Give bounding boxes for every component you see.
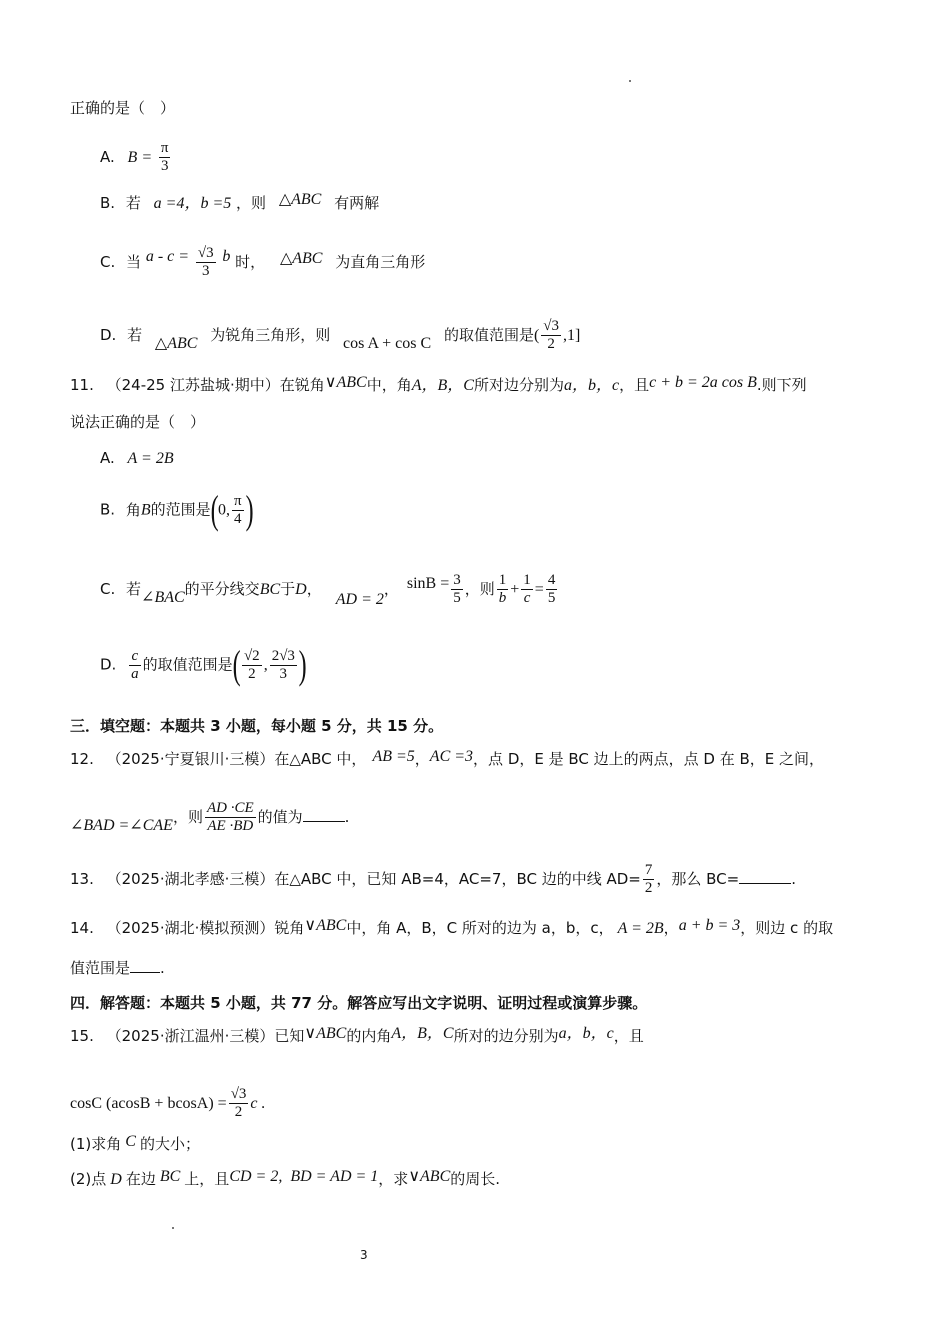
math-expr: ∨ABC <box>304 917 347 934</box>
q10-option-b <box>100 193 379 214</box>
text: 若 <box>125 194 141 212</box>
option-label: A. <box>100 449 115 467</box>
option-label: B. <box>100 194 116 212</box>
math-expr: a，b，c <box>563 377 620 394</box>
text: 的取值范围是 <box>142 655 233 674</box>
option-label: A. <box>100 148 115 166</box>
text: 当 <box>126 253 142 271</box>
math-expr: cosC (acosB + bcosA) = <box>70 1095 227 1112</box>
question-number: 15. <box>70 1027 94 1045</box>
fraction-numerator: 1 <box>498 572 507 588</box>
math-op: = <box>534 581 544 598</box>
math-op: , <box>263 656 268 674</box>
math-expr: ,1] <box>563 327 581 344</box>
q11-option-d <box>100 642 307 687</box>
text: 上，且 <box>184 1170 230 1188</box>
option-label: D. <box>100 326 117 344</box>
fraction-numerator: AD ·CE <box>206 800 254 816</box>
math-var: D <box>110 1171 122 1188</box>
q11-option-c <box>100 572 559 607</box>
math-expr: ∠BAD =∠CAE <box>70 817 173 834</box>
fraction-denominator: 5 <box>547 590 556 606</box>
option-label: B. <box>100 500 116 519</box>
math-expr: △ABC <box>278 191 322 208</box>
math-expr: ∨ABC <box>408 1168 451 1185</box>
text: 所对边分别为 <box>473 376 564 394</box>
section-3-heading: 三．填空题：本题共 3 小题，每小题 5 分，共 15 分。 <box>70 717 444 735</box>
left-paren: ( <box>210 487 219 532</box>
math-expr: AB =5 <box>372 748 415 765</box>
text: 已知 <box>274 1027 305 1045</box>
text: ， <box>663 919 679 937</box>
text: 若 <box>127 326 143 344</box>
fraction-numerator: 2√3 <box>271 647 295 664</box>
q11-option-b <box>100 487 254 532</box>
fraction <box>497 572 509 607</box>
text: 的范围是 <box>150 500 211 519</box>
text: 角 <box>125 500 141 519</box>
fraction-numerator: 3 <box>453 572 461 588</box>
top-line: 正确的是（ ） <box>70 99 176 117</box>
text: 中，角 <box>366 376 412 394</box>
text: 在△ABC 中， <box>274 750 367 768</box>
fraction-denominator: 2 <box>644 880 653 896</box>
math-expr: A = 2B <box>617 920 664 937</box>
text: ，点 D，E 是 BC 边上的两点，点 D 在 B，E 之间， <box>473 750 825 768</box>
fraction-denominator: a <box>131 665 139 682</box>
math-expr: AC =3 <box>429 748 474 765</box>
question-number: 13. <box>70 870 94 888</box>
text: 所对的边分别为 <box>453 1027 559 1045</box>
text: 值范围是 <box>70 959 131 977</box>
math-var: C <box>125 1133 136 1150</box>
text: 锐角 <box>274 919 305 937</box>
text: . <box>344 808 350 826</box>
fraction-denominator: 4 <box>234 510 242 527</box>
math-expr: A = 2B <box>127 450 174 467</box>
q15-equation <box>70 1086 266 1121</box>
part-label: (1) <box>70 1135 92 1153</box>
text: ，且 <box>619 376 650 394</box>
scan-dot <box>629 80 631 82</box>
text: ， <box>306 580 322 598</box>
fraction-numerator: √3 <box>230 1086 247 1102</box>
math-expr: c + b = 2a cos B <box>649 374 757 391</box>
text: 于 <box>280 580 296 598</box>
text: 有两解 <box>334 194 380 212</box>
option-label: D. <box>100 655 117 674</box>
fraction-numerator: 7 <box>644 862 653 878</box>
scan-dot <box>172 1227 174 1229</box>
text: 的周长. <box>450 1170 501 1188</box>
fraction <box>451 572 463 607</box>
text: ，则边 c 的取 <box>740 919 834 937</box>
fraction <box>521 572 533 607</box>
option-label: C. <box>100 580 116 598</box>
q14-stem <box>70 918 833 939</box>
math-expr: ∨ABC <box>324 374 367 391</box>
fraction-numerator: √3 <box>543 318 560 334</box>
fraction-numerator: 1 <box>523 572 531 588</box>
fraction <box>229 1086 249 1121</box>
math-op: + <box>510 581 520 598</box>
question-number: 14. <box>70 919 94 937</box>
question-source: （2025·湖北·模拟预测） <box>106 919 275 937</box>
question-number: 12. <box>70 750 94 768</box>
math-expr: cos A + cos C <box>343 335 432 352</box>
fraction <box>242 648 262 683</box>
bracket: ( <box>533 327 540 344</box>
fraction <box>270 648 297 683</box>
option-label: C. <box>100 253 116 271</box>
right-paren: ) <box>298 642 307 687</box>
text: 时， <box>235 253 266 271</box>
math-expr: △ABC <box>279 250 323 267</box>
fraction-numerator: √2 <box>243 647 260 664</box>
math-expr: B = <box>127 149 153 166</box>
fraction-denominator: 3 <box>160 158 169 174</box>
text: 为锐角三角形，则 <box>210 326 331 344</box>
math-expr: ∨ABC <box>304 1025 347 1042</box>
q12-stem-line2 <box>70 800 349 835</box>
question-number: 11. <box>70 376 94 394</box>
answer-blank[interactable] <box>739 869 791 884</box>
math-expr: A，B，C <box>391 1025 454 1042</box>
text: 的值为 <box>257 808 303 826</box>
math-expr: BC <box>159 1168 181 1185</box>
fraction <box>129 648 141 683</box>
math-expr: a - c = <box>145 248 190 265</box>
q11-option-a <box>100 448 174 469</box>
fraction-numerator: c <box>129 648 141 666</box>
fraction-numerator: π <box>233 492 242 509</box>
text: 点 <box>91 1170 107 1188</box>
fraction-denominator: 5 <box>453 590 461 606</box>
q13-stem <box>70 862 796 897</box>
text: ，则 <box>172 808 203 826</box>
text: 在△ABC 中，已知 AB=4，AC=7，BC 边的中线 AD= <box>274 870 641 888</box>
text: 若 <box>126 580 142 598</box>
fraction-denominator: AE ·BD <box>207 818 254 834</box>
math-expr: 0, <box>217 501 230 519</box>
math-expr: AD = 2 <box>335 591 384 608</box>
text: 的取值范围是 <box>443 326 534 344</box>
fraction <box>159 140 171 175</box>
fraction-denominator: 2 <box>248 665 256 682</box>
math-expr: sinB = <box>406 575 450 592</box>
math-expr: a，b，c <box>558 1025 614 1042</box>
text: . <box>160 959 165 977</box>
text: ，则 <box>464 580 495 598</box>
math-expr: c . <box>250 1095 266 1112</box>
text: ，求 <box>378 1170 409 1188</box>
text: . <box>791 870 796 888</box>
right-paren: ) <box>245 487 254 532</box>
question-source: （24-25 江苏盐城·期中） <box>106 376 280 394</box>
fraction <box>643 862 655 897</box>
fraction-numerator: √3 <box>197 245 214 261</box>
part-label: (2) <box>70 1170 92 1188</box>
fraction <box>196 245 216 280</box>
q11-stem-line2: 说法正确的是（ ） <box>70 413 206 431</box>
fraction-denominator: 2 <box>547 336 555 352</box>
q10-option-d <box>100 318 580 353</box>
q15-part-2 <box>70 1169 500 1190</box>
math-expr: CD = 2, BD = AD = 1 <box>229 1168 379 1185</box>
fraction <box>205 800 256 835</box>
math-var: B <box>140 501 151 519</box>
q10-option-a <box>100 140 172 175</box>
math-var: D <box>295 581 307 598</box>
text: .则下列 <box>756 376 807 394</box>
question-source: （2025·宁夏银川·三模） <box>106 750 275 768</box>
q15-part-1 <box>70 1134 200 1155</box>
fraction-numerator: 4 <box>547 572 556 588</box>
fraction-denominator: 3 <box>279 665 288 682</box>
q14-stem-line2 <box>70 958 165 978</box>
left-paren: ( <box>232 642 241 687</box>
math-var: b <box>222 248 231 265</box>
text: 为直角三角形 <box>335 253 426 271</box>
fraction-denominator: 2 <box>234 1104 243 1120</box>
fraction-denominator: 3 <box>201 263 210 279</box>
page-number: 3 <box>360 1248 368 1262</box>
math-expr: a + b = 3 <box>678 917 741 934</box>
question-source: （2025·湖北孝感·三模） <box>106 870 275 888</box>
q12-stem <box>70 749 824 770</box>
fraction-denominator: b <box>498 590 507 606</box>
fraction-denominator: c <box>523 590 531 606</box>
q10-option-c <box>100 245 425 280</box>
answer-blank[interactable] <box>303 807 345 822</box>
fraction-numerator: π <box>160 140 169 156</box>
text: ， <box>414 750 430 768</box>
fraction <box>541 318 561 353</box>
text: 在边 <box>125 1170 156 1188</box>
question-source: （2025·浙江温州·三模） <box>106 1027 275 1045</box>
math-expr: ∠BAC <box>141 589 185 606</box>
text: 的内角 <box>346 1027 392 1045</box>
text: 的大小； <box>139 1135 200 1153</box>
text: 的平分线交 <box>184 580 260 598</box>
text: ，那么 BC= <box>656 870 740 888</box>
text: ，且 <box>613 1027 644 1045</box>
text: ，则 <box>236 194 267 212</box>
math-expr: BC <box>259 581 281 598</box>
fraction <box>546 572 558 607</box>
section-4-heading: 四．解答题：本题共 5 小题，共 77 分。解答应写出文字说明、证明过程或演算步骤。 <box>70 994 648 1012</box>
text: 求角 <box>91 1135 122 1153</box>
answer-blank[interactable] <box>130 958 160 973</box>
text: 中，角 A，B，C 所对的边为 a，b，c， <box>346 919 614 937</box>
math-expr: △ABC <box>154 335 198 352</box>
math-expr: A，B，C <box>411 377 474 394</box>
fraction <box>232 493 244 528</box>
q15-stem <box>70 1026 644 1047</box>
math-expr: a =4，b =5 <box>153 195 232 212</box>
text: 在锐角 <box>279 376 325 394</box>
text: ， <box>383 580 399 598</box>
q11-stem <box>70 375 807 396</box>
